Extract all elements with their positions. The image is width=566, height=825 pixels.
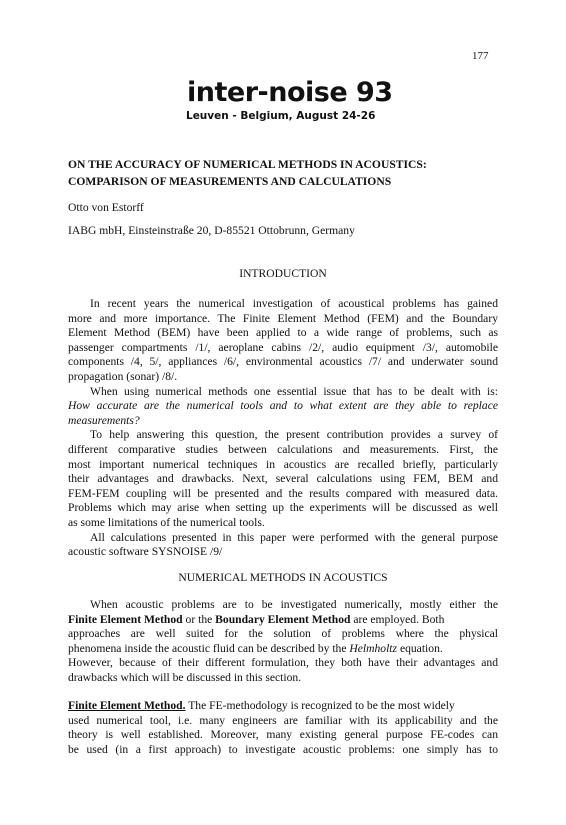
text-line: Element Method (BEM) have been applied to a wide range of problems, such as bbox=[68, 326, 498, 340]
text-line: measurements? bbox=[68, 413, 140, 427]
introduction-body bbox=[68, 297, 498, 560]
helmholtz-term: Helmholtz bbox=[349, 641, 398, 655]
text-line: as some limitations of the numerical tools. bbox=[68, 515, 265, 529]
text-line: acoustic software SYSNOISE /9/ bbox=[68, 545, 223, 559]
text-line: their advantages and drawbacks. Next, several calculations using FEM, BEM and bbox=[68, 472, 498, 486]
fem-term: Finite Element Method bbox=[68, 612, 183, 626]
section-heading-numerical-methods: NUMERICAL METHODS IN ACOUSTICS bbox=[178, 571, 388, 584]
text-line: In recent years the numerical investigation of acoustical problems has gained bbox=[90, 297, 498, 310]
text-fragment: phenomena inside the acoustic fluid can be described by the bbox=[68, 641, 350, 655]
section-heading-introduction: INTRODUCTION bbox=[239, 267, 327, 280]
text-line: When acoustic problems are to be investigated numerically, mostly either the bbox=[90, 598, 498, 611]
bem-term: Boundary Element Method bbox=[215, 612, 351, 626]
text-fragment: are employed. Both bbox=[350, 612, 445, 626]
text-line: How accurate are the numerical tools and to what extent are they able to replace bbox=[68, 399, 498, 413]
text-line: be used (in a first approach) to investigate acoustic problems: one simply has to bbox=[68, 742, 498, 756]
text-fragment: equation. bbox=[397, 641, 443, 655]
text-line: components /4, 5/, appliances /6/, environmental acoustics /7/ and underwater sound bbox=[68, 355, 498, 369]
text-line: theory is well established. Moreover, many existing general purpose FE-codes can bbox=[68, 728, 498, 742]
paper-title bbox=[68, 156, 508, 190]
text-line: used numerical tool, i.e. many engineers are familiar with its applicability and the bbox=[68, 713, 498, 727]
text-line: FEM-FEM coupling will be presented and the results compared with measured data. bbox=[68, 486, 498, 500]
fem-subheading: Finite Element Method. bbox=[68, 699, 186, 712]
methods-paragraph bbox=[68, 598, 498, 686]
text-fragment: The FE-methodology is recognized to be the most widely bbox=[185, 699, 455, 712]
text-line bbox=[68, 699, 498, 714]
text-line: Problems which may arise when setting up the experiments will be discussed as well bbox=[68, 501, 498, 515]
fem-paragraph bbox=[68, 699, 498, 757]
text-line: All calculations presented in this paper were performed with the general purpose bbox=[90, 530, 498, 544]
paper-title-line: COMPARISON OF MEASUREMENTS AND CALCULATIONS bbox=[68, 175, 392, 188]
text-line: drawbacks which will be discussed in this section. bbox=[68, 670, 302, 684]
author-affiliation: IABG mbH, Einsteinstraße 20, D-85521 Ottobrunn, Germany bbox=[68, 224, 355, 237]
author-name: Otto von Estorff bbox=[68, 201, 144, 214]
text-line: more and more importance. The Finite Element Method (FEM) and the Boundary bbox=[68, 311, 498, 325]
conference-location-date: Leuven - Belgium, August 24-26 bbox=[186, 110, 376, 122]
conference-logo: inter-noise 93 bbox=[187, 77, 393, 108]
text-line: To help answering this question, the present contribution provides a survey of bbox=[90, 428, 498, 442]
text-line bbox=[68, 642, 498, 657]
text-line bbox=[68, 613, 498, 628]
paper-title-line: ON THE ACCURACY OF NUMERICAL METHODS IN ACOUSTICS: bbox=[68, 158, 427, 171]
text-line: However, because of their different formulation, they both have their advantages and bbox=[68, 656, 498, 670]
text-line: approaches are well suited for the solution of problems where the physical bbox=[68, 627, 498, 641]
page-number: 177 bbox=[472, 50, 489, 62]
text-line: When using numerical methods one essential issue that has to be dealt with is: bbox=[90, 384, 498, 398]
text-line: passenger compartments /1/, aeroplane cabins /2/, audio equipment /3/, automobile bbox=[68, 340, 498, 354]
text-line: propagation (sonar) /8/. bbox=[68, 369, 178, 383]
text-line: most important numerical techniques in acoustics are recalled briefly, particularly bbox=[68, 457, 498, 471]
text-fragment: or the bbox=[182, 612, 216, 626]
text-line: different comparative studies between calculations and measurements. First, the bbox=[68, 442, 498, 456]
